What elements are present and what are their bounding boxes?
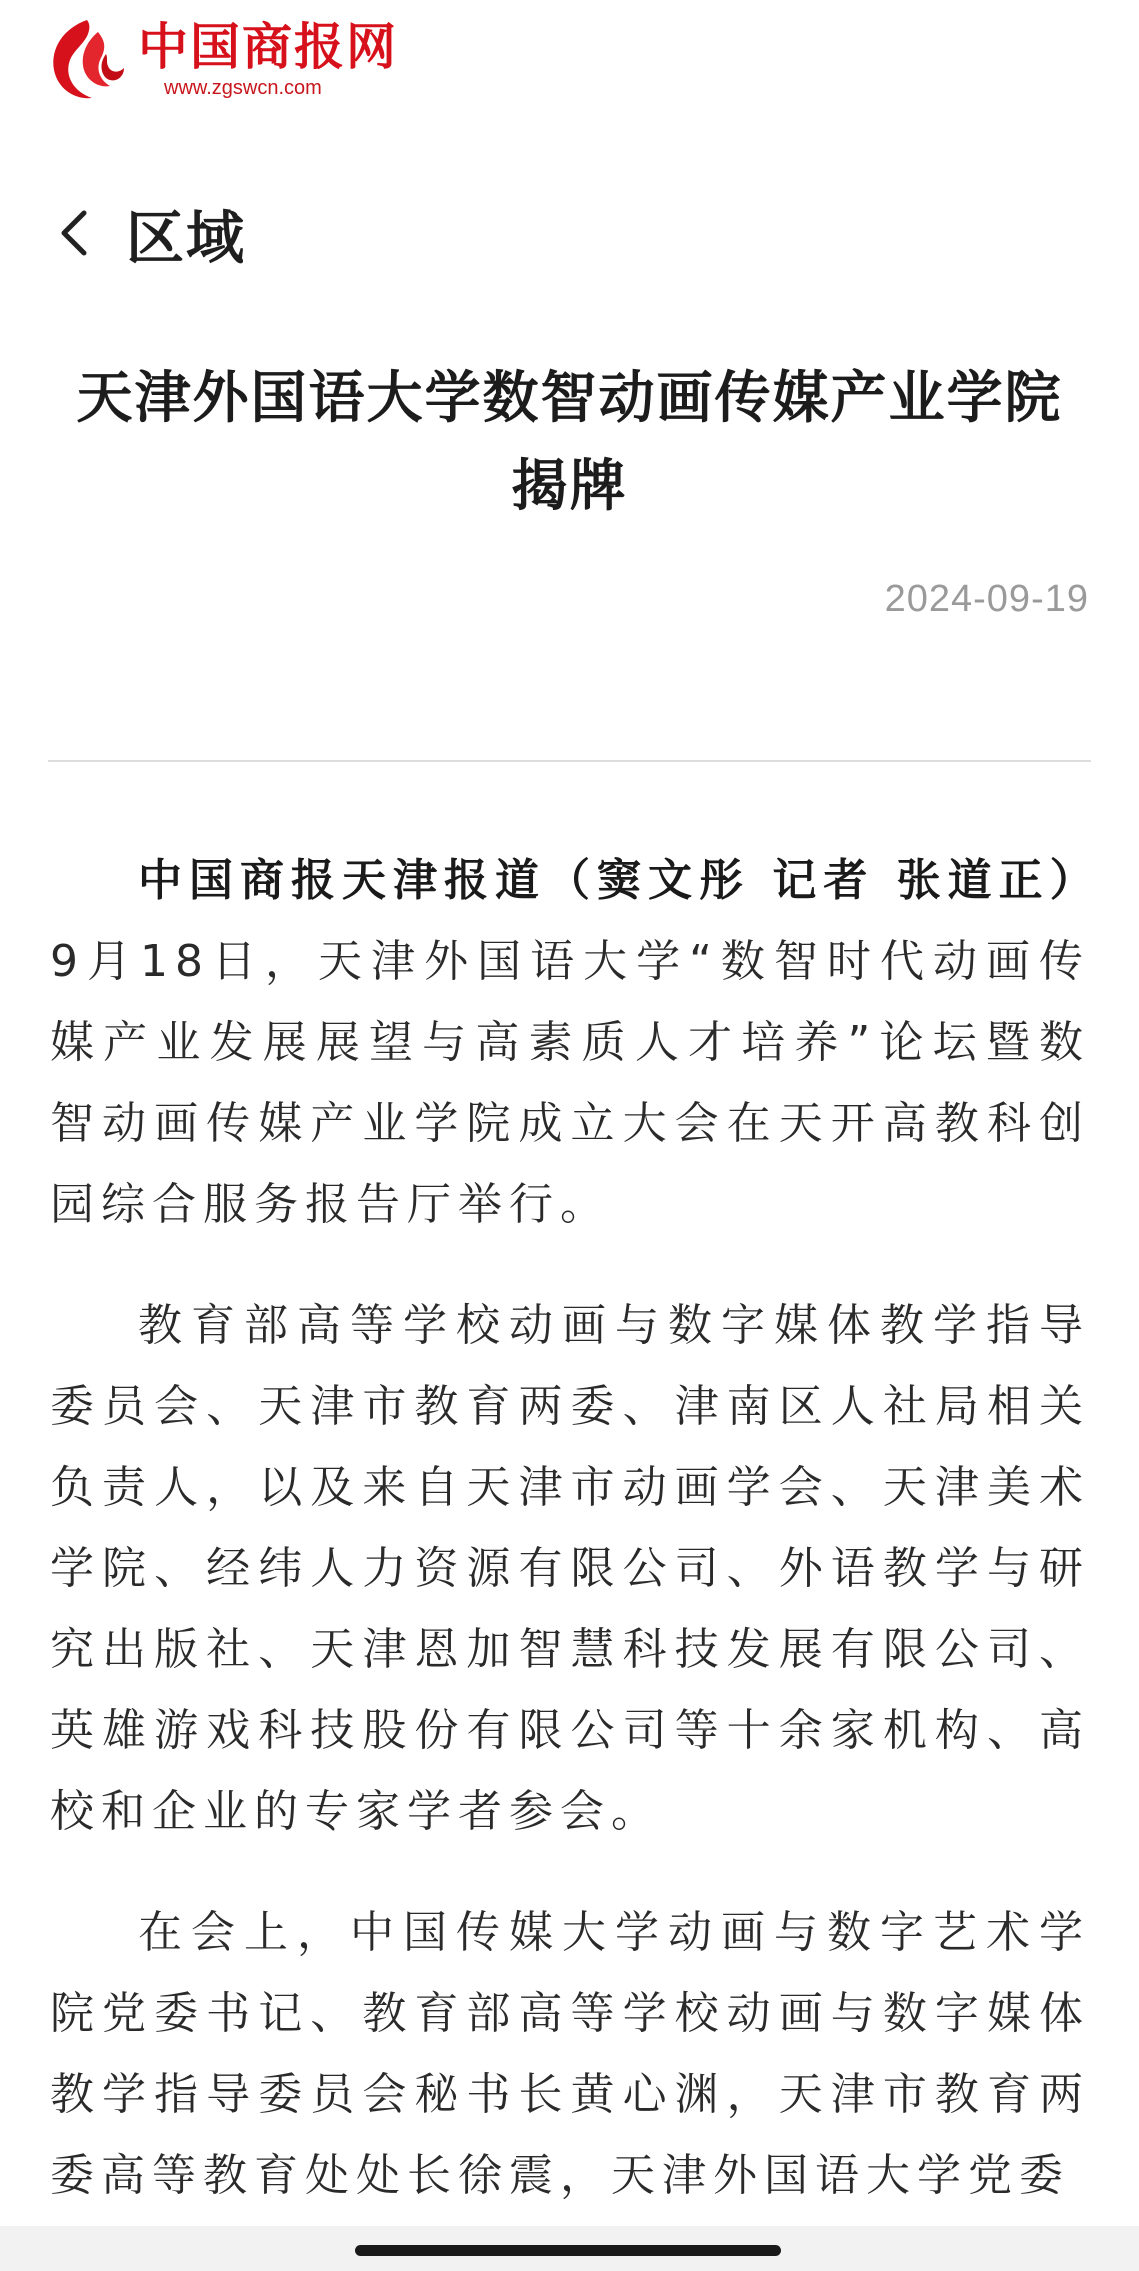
- paragraph-1: [50, 840, 1101, 1245]
- article-lead: 中国商报天津报道（窦文彤 记者 张道正）: [138, 855, 1101, 906]
- paragraph-2: 教育部高等学校动画与数字媒体教学指导委员会、天津市教育两委、津南区人社局相关负责人，以及来自天津市动画学会、天津美术学院、经纬人力资源有限公司、外语教学与研究出版社、天津恩加智慧科技发展有限公司、英雄游戏科技股份有限公司等十余家机构、高校和企业的专家学者参会。: [50, 1300, 1090, 1837]
- site-header: [0, 0, 1139, 120]
- divider: [48, 760, 1091, 762]
- article-title: [48, 355, 1091, 531]
- site-logo[interactable]: [44, 14, 398, 104]
- article-title-line-2: 揭牌: [511, 454, 628, 519]
- section-nav: [54, 198, 247, 272]
- paragraph-3: 在会上，中国传媒大学动画与数字艺术学院党委书记、教育部高等学校动画与数字媒体教学指导委员会秘书长黄心渊，天津市教育两委高等教育处处长徐震，天津外国语大学党委: [50, 1907, 1090, 2201]
- flame-logo-icon: [44, 14, 130, 104]
- chevron-left-icon[interactable]: [54, 203, 94, 263]
- article-title-line-1: 天津外国语大学数智动画传媒产业学院: [76, 366, 1063, 431]
- logo-title: 中国商报网: [138, 17, 398, 76]
- section-title: 区域: [126, 204, 247, 272]
- logo-text: [138, 18, 398, 100]
- article-date: 2024-09-19: [884, 578, 1089, 620]
- logo-url: www.zgswcn.com: [164, 77, 322, 99]
- home-indicator[interactable]: [355, 2245, 781, 2256]
- article-body: [50, 840, 1101, 2256]
- paragraph-1-text: 9月18日，天津外国语大学“数智时代动画传媒产业发展展望与高素质人才培养”论坛暨数智动画传媒产业学院成立大会在天开高教科创园综合服务报告厅举行。: [50, 936, 1090, 1230]
